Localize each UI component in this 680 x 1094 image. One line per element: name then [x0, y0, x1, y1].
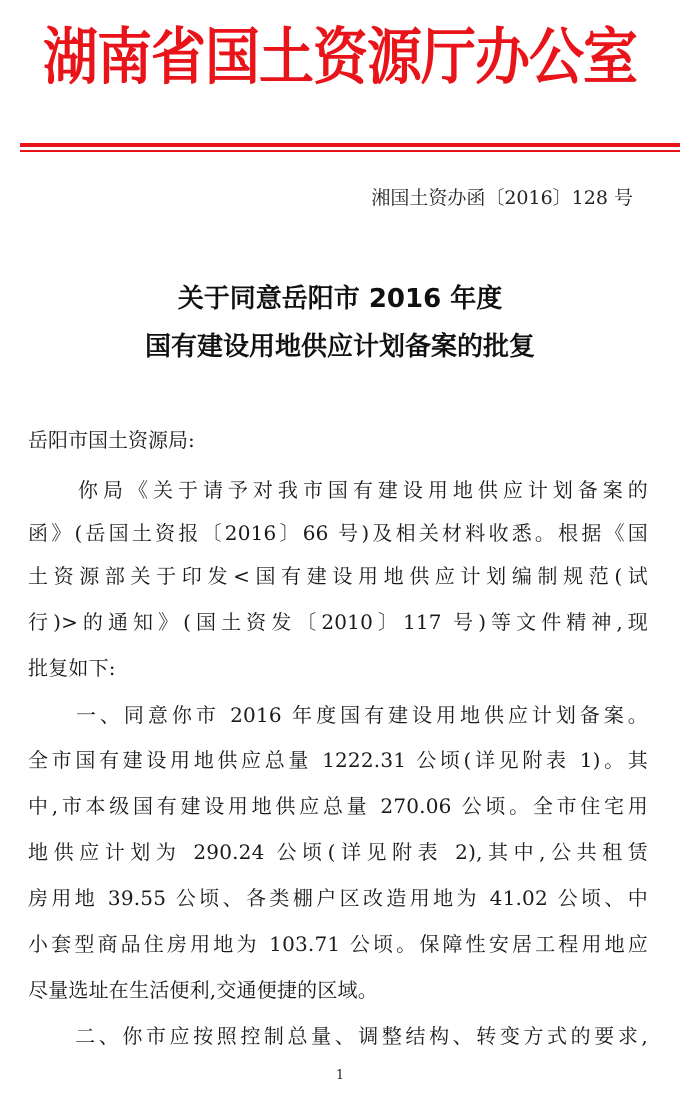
addressee: 岳阳市国土资源局: — [28, 428, 195, 452]
body-line: 行)>的通知》(国土资发〔2010〕117 号)等文件精神,现 — [28, 610, 648, 634]
body-line: 一、同意你市 2016 年度国有建设用地供应计划备案。 — [28, 703, 648, 727]
document-title-line-2: 国有建设用地供应计划备案的批复 — [144, 332, 535, 362]
body-line: 中,市本级国有建设用地供应总量 270.06 公顷。全市住宅用 — [28, 794, 648, 818]
body-line: 你局《关于请予对我市国有建设用地供应计划备案的 — [28, 478, 648, 502]
body-line: 批复如下: — [28, 656, 116, 680]
body-line: 土资源部关于印发<国有建设用地供应计划编制规范(试 — [28, 564, 648, 588]
page-number: 1 — [335, 1068, 345, 1083]
masthead-rule-thin — [20, 150, 680, 152]
body-line: 地供应计划为 290.24 公顷(详见附表 2),其中,公共租赁 — [28, 840, 648, 864]
body-line: 二、你市应按照控制总量、调整结构、转变方式的要求, — [28, 1024, 648, 1048]
body-line: 房用地 39.55 公顷、各类棚户区改造用地为 41.02 公顷、中 — [28, 886, 648, 910]
body-line: 小套型商品住房用地为 103.71 公顷。保障性安居工程用地应 — [28, 932, 648, 956]
masthead: 湖南省国土资源厅办公室 — [42, 21, 637, 93]
masthead-rule-thick — [20, 143, 680, 147]
body-line: 尽量选址在生活便利,交通便捷的区域。 — [28, 978, 378, 1002]
document-number: 湘国土资办函〔2016〕128 号 — [371, 187, 633, 209]
document-title-line-1: 关于同意岳阳市 2016 年度 — [177, 284, 503, 314]
body-line: 函》(岳国土资报〔2016〕66 号)及相关材料收悉。根据《国 — [28, 521, 648, 545]
body-line: 全市国有建设用地供应总量 1222.31 公顷(详见附表 1)。其 — [28, 748, 648, 772]
